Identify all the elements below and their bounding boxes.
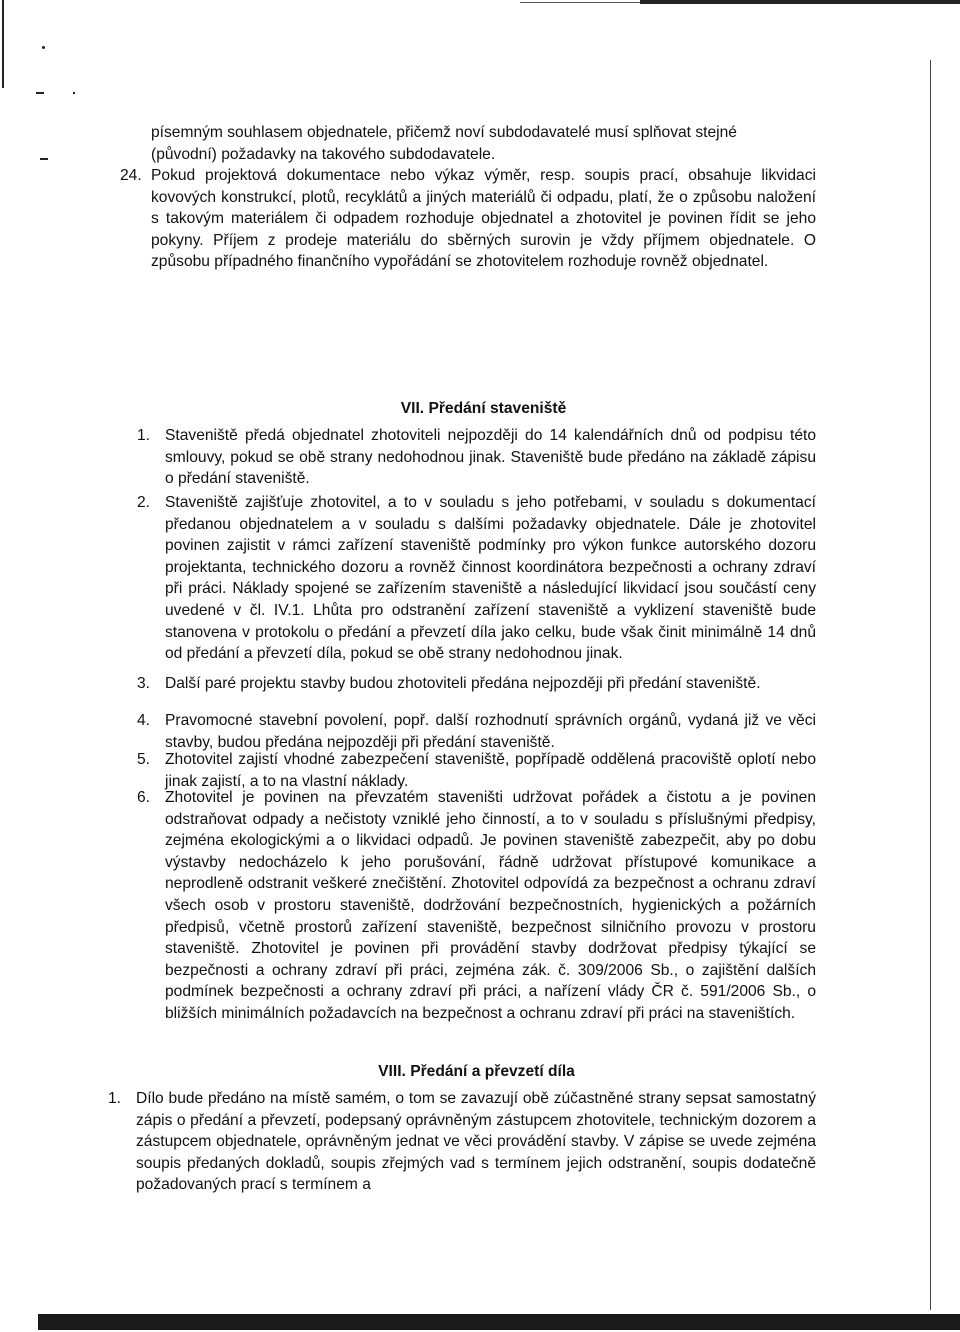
- item-number: 6.: [137, 789, 151, 806]
- item-text: Staveniště zajišťuje zhotovitel, a to v souladu s jeho potřebami, v souladu s dokumentací předanou objednatelem a v souladu s dalšími požadavky objednatele. Dále je zhotovitel povinen zajistit v rámci zařízení staveniště podmínky pro výkon funkce autorského dozoru projektanta, technického dozoru a rovněž činnost koordinátora bezpečnosti a ochrany zdraví při práci. Náklady spojené se zařízením staveniště a následující likvidací jsou součástí ceny uvedené v čl. IV.1. Lhůta pro odstranění zařízení staveniště a vyklizení staveniště bude stanovena v protokolu o předání a převzetí díla jako celku, bude však činit minimálně 14 dnů od předání a převzetí díla, pokud se obě strany nedohodnou jinak.: [165, 494, 816, 663]
- item-number: 4.: [137, 712, 151, 729]
- section-viii-heading: VIII. Předání a převzetí díla: [378, 1063, 575, 1080]
- item-text: Pokud projektová dokumentace nebo výkaz výměr, resp. soupis prací, obsahuje likvidaci kovových konstrukcí, plotů, recyklátů a jiných materiálů či odpadu, platí, že o způsobu naložení s takovým materiálem či odpadem rozhoduje objednatel a zhotovitel je povinen řídit se jeho pokyny. Příjem z prodeje materiálu do sběrných surovin je vždy příjmem objednatele. O způsobu případného finančního vypořádání se zhotovitelem rozhoduje rovněž objednatel.: [151, 167, 816, 271]
- item-number: 1.: [137, 427, 151, 444]
- item-number: 3.: [137, 675, 151, 692]
- item-text: Zhotovitel zajistí vhodné zabezpečení staveniště, popřípadě oddělená pracoviště oplotí nebo jinak zajistí, a to na vlastní náklady.: [165, 751, 816, 790]
- item-number: 1.: [108, 1090, 122, 1107]
- item-number: 2.: [137, 494, 151, 511]
- item-text: Další paré projektu stavby budou zhotoviteli předána nejpozději při předání staveniště.: [165, 675, 761, 692]
- item-text: Pravomocné stavební povolení, popř. další rozhodnutí správních orgánů, vydaná již ve věci stavby, budou předána nejpozději při předání staveniště.: [165, 712, 816, 751]
- item-number: 5.: [137, 751, 151, 768]
- continuation-line: písemným souhlasem objednatele, přičemž noví subdodavatelé musí splňovat stejné: [151, 124, 737, 141]
- item-text: Dílo bude předáno na místě samém, o tom se zavazují obě zúčastněné strany sepsat samostatný zápis o předání a převzetí, podepsaný oprávněným zástupcem zhotovitele, technickým dozorem a zástupcem objednatele, oprávněným jednat ve věci provádění stavby. V zápise se uvede zejména soupis předaných dokladů, soupis zřejmých vad s termínem jejich odstranění, soupis dodatečně požadovaných prací s termínem a: [136, 1090, 816, 1194]
- section-vii-heading: VII. Předání staveniště: [400, 400, 567, 417]
- continuation-paragraph: [151, 122, 816, 165]
- item-text: Staveniště předá objednatel zhotoviteli nejpozději do 14 kalendářních dnů od podpisu této smlouvy, pokud se obě strany nedohodnou jinak. Staveniště bude předáno na základě zápisu o předání staveniště.: [165, 427, 816, 488]
- item-number: 24.: [120, 167, 142, 184]
- item-text: Zhotovitel je povinen na převzatém staveništi udržovat pořádek a čistotu a je povinen odstraňovat odpady a nečistoty vzniklé jeho činností, a to v souladu s příslušnými předpisy, zejména ekologickými a o likvidaci odpadů. Je povinen staveniště zabezpečit, aby po dobu výstavby nedocházelo k jeho porušování, řádně udržovat přístupové komunikace a neprodleně odstranit veškeré znečištění. Zhotovitel odpovídá za bezpečnost a ochranu zdraví všech osob v prostoru staveniště, dodržování bezpečnostních, hygienických a požárních předpisů, včetně prostorů zařízení staveniště, bezpečnost silničního provozu v prostoru staveniště. Zhotovitel je povinen při provádění stavby dodržovat předpisy týkající se bezpečnosti a ochrany zdraví při práci, zejména zák. č. 309/2006 Sb., o zajištění dalších podmínek bezpečnosti a ochrany zdraví při práci, a nařízení vlády ČR č. 591/2006 Sb., o bližších minimálních požadavcích na bezpečnost a ochranu zdraví při práci na staveništích.: [165, 789, 816, 1022]
- continuation-line: (původní) požadavky na takového subdodavatele.: [151, 145, 496, 163]
